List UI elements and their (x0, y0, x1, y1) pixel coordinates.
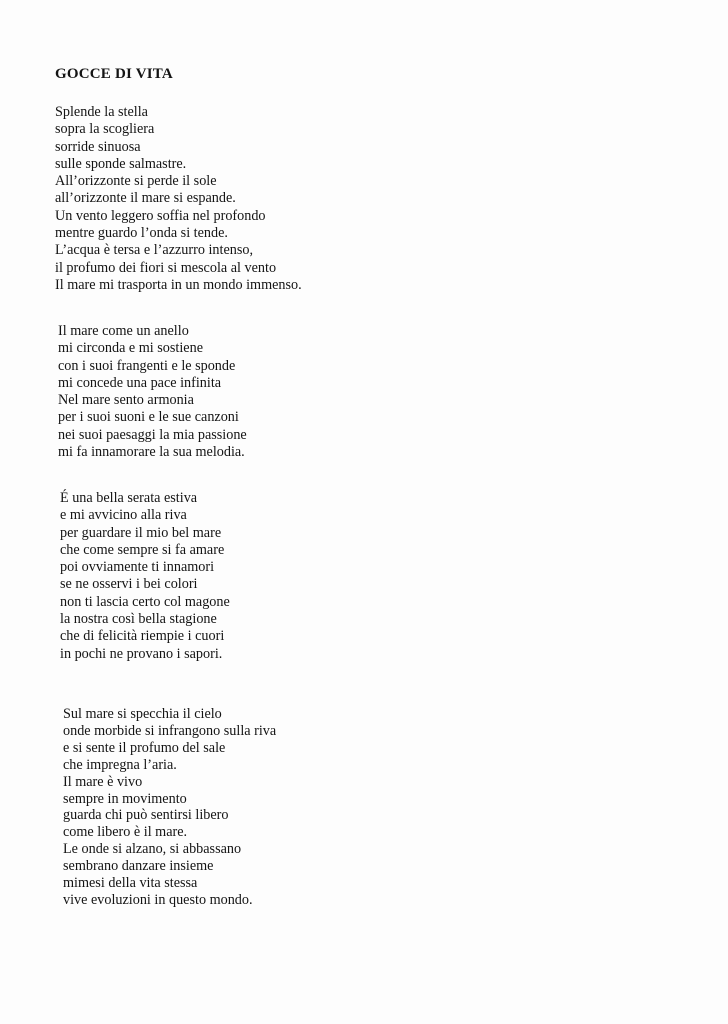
poem-line: mi fa innamorare la sua melodia. (58, 444, 245, 461)
poem-line: Nel mare sento armonia (58, 392, 194, 409)
poem-line: il profumo dei fiori si mescola al vento (55, 259, 277, 276)
stanza-4 (63, 706, 276, 909)
poem-line: sembrano danzare insieme (63, 858, 214, 875)
poem-line: vive evoluzioni in questo mondo. (63, 891, 253, 908)
poem-line: per i suoi suoni e le sue canzoni (58, 409, 239, 426)
poem-line: Sul mare si specchia il cielo (63, 706, 222, 722)
poem-line: sulle sponde salmastre. (55, 155, 187, 172)
poem-line: mentre guardo l’onda si tende. (55, 225, 228, 242)
stanza-3 (60, 490, 230, 663)
poem-line: mimesi della vita stessa (63, 875, 198, 892)
poem-line: nei suoi paesaggi la mia passione (58, 426, 247, 443)
poem-line: che impregna l’aria. (63, 756, 177, 773)
poem-line: in pochi ne provano i sapori. (60, 645, 223, 662)
poem-line: onde morbide si infrangono sulla riva (63, 722, 277, 739)
poem-line: sempre in movimento (63, 790, 187, 807)
poem-line: All’orizzonte si perde il sole (55, 173, 217, 190)
poem-line: che come sempre si fa amare (60, 541, 225, 558)
poem-title: GOCCE DI VITA (55, 66, 173, 82)
poem-line: e mi avvicino alla riva (60, 507, 187, 524)
poem-line: Il mare mi trasporta in un mondo immenso. (55, 276, 302, 293)
poem-line: mi circonda e mi sostiene (58, 340, 203, 357)
poem-line: Le onde si alzano, si abbassano (63, 841, 242, 858)
poem-line: all’orizzonte il mare si espande. (55, 190, 236, 207)
poem-line: Un vento leggero soffia nel profondo (55, 207, 266, 224)
poem-line: come libero è il mare. (63, 824, 188, 841)
poem-line: e si sente il profumo del sale (63, 739, 226, 756)
poem-line: guarda chi può sentirsi libero (63, 807, 229, 824)
poem-line: la nostra così bella stagione (60, 611, 217, 628)
poem-line: É una bella serata estiva (60, 490, 198, 506)
poem-line: che di felicità riempie i cuori (60, 628, 225, 645)
stanza-1 (55, 104, 302, 294)
poem-line: Il mare come un anello (58, 323, 189, 339)
poem-line: poi ovviamente ti innamori (60, 559, 215, 576)
poem-line: sorride sinuosa (55, 138, 141, 155)
stanza-2 (58, 323, 247, 461)
poem-line: per guardare il mio bel mare (60, 524, 222, 541)
poem-line: sopra la scogliera (55, 121, 155, 138)
poem-line: mi concede una pace infinita (58, 374, 222, 391)
poem-line: Splende la stella (55, 104, 148, 120)
poem-line: non ti lascia certo col magone (60, 593, 230, 610)
poem-line: con i suoi frangenti e le sponde (58, 357, 236, 374)
poem-line: se ne osservi i bei colori (60, 576, 198, 593)
poem-line: Il mare è vivo (63, 773, 143, 790)
poem-line: L’acqua è tersa e l’azzurro intenso, (55, 242, 254, 259)
